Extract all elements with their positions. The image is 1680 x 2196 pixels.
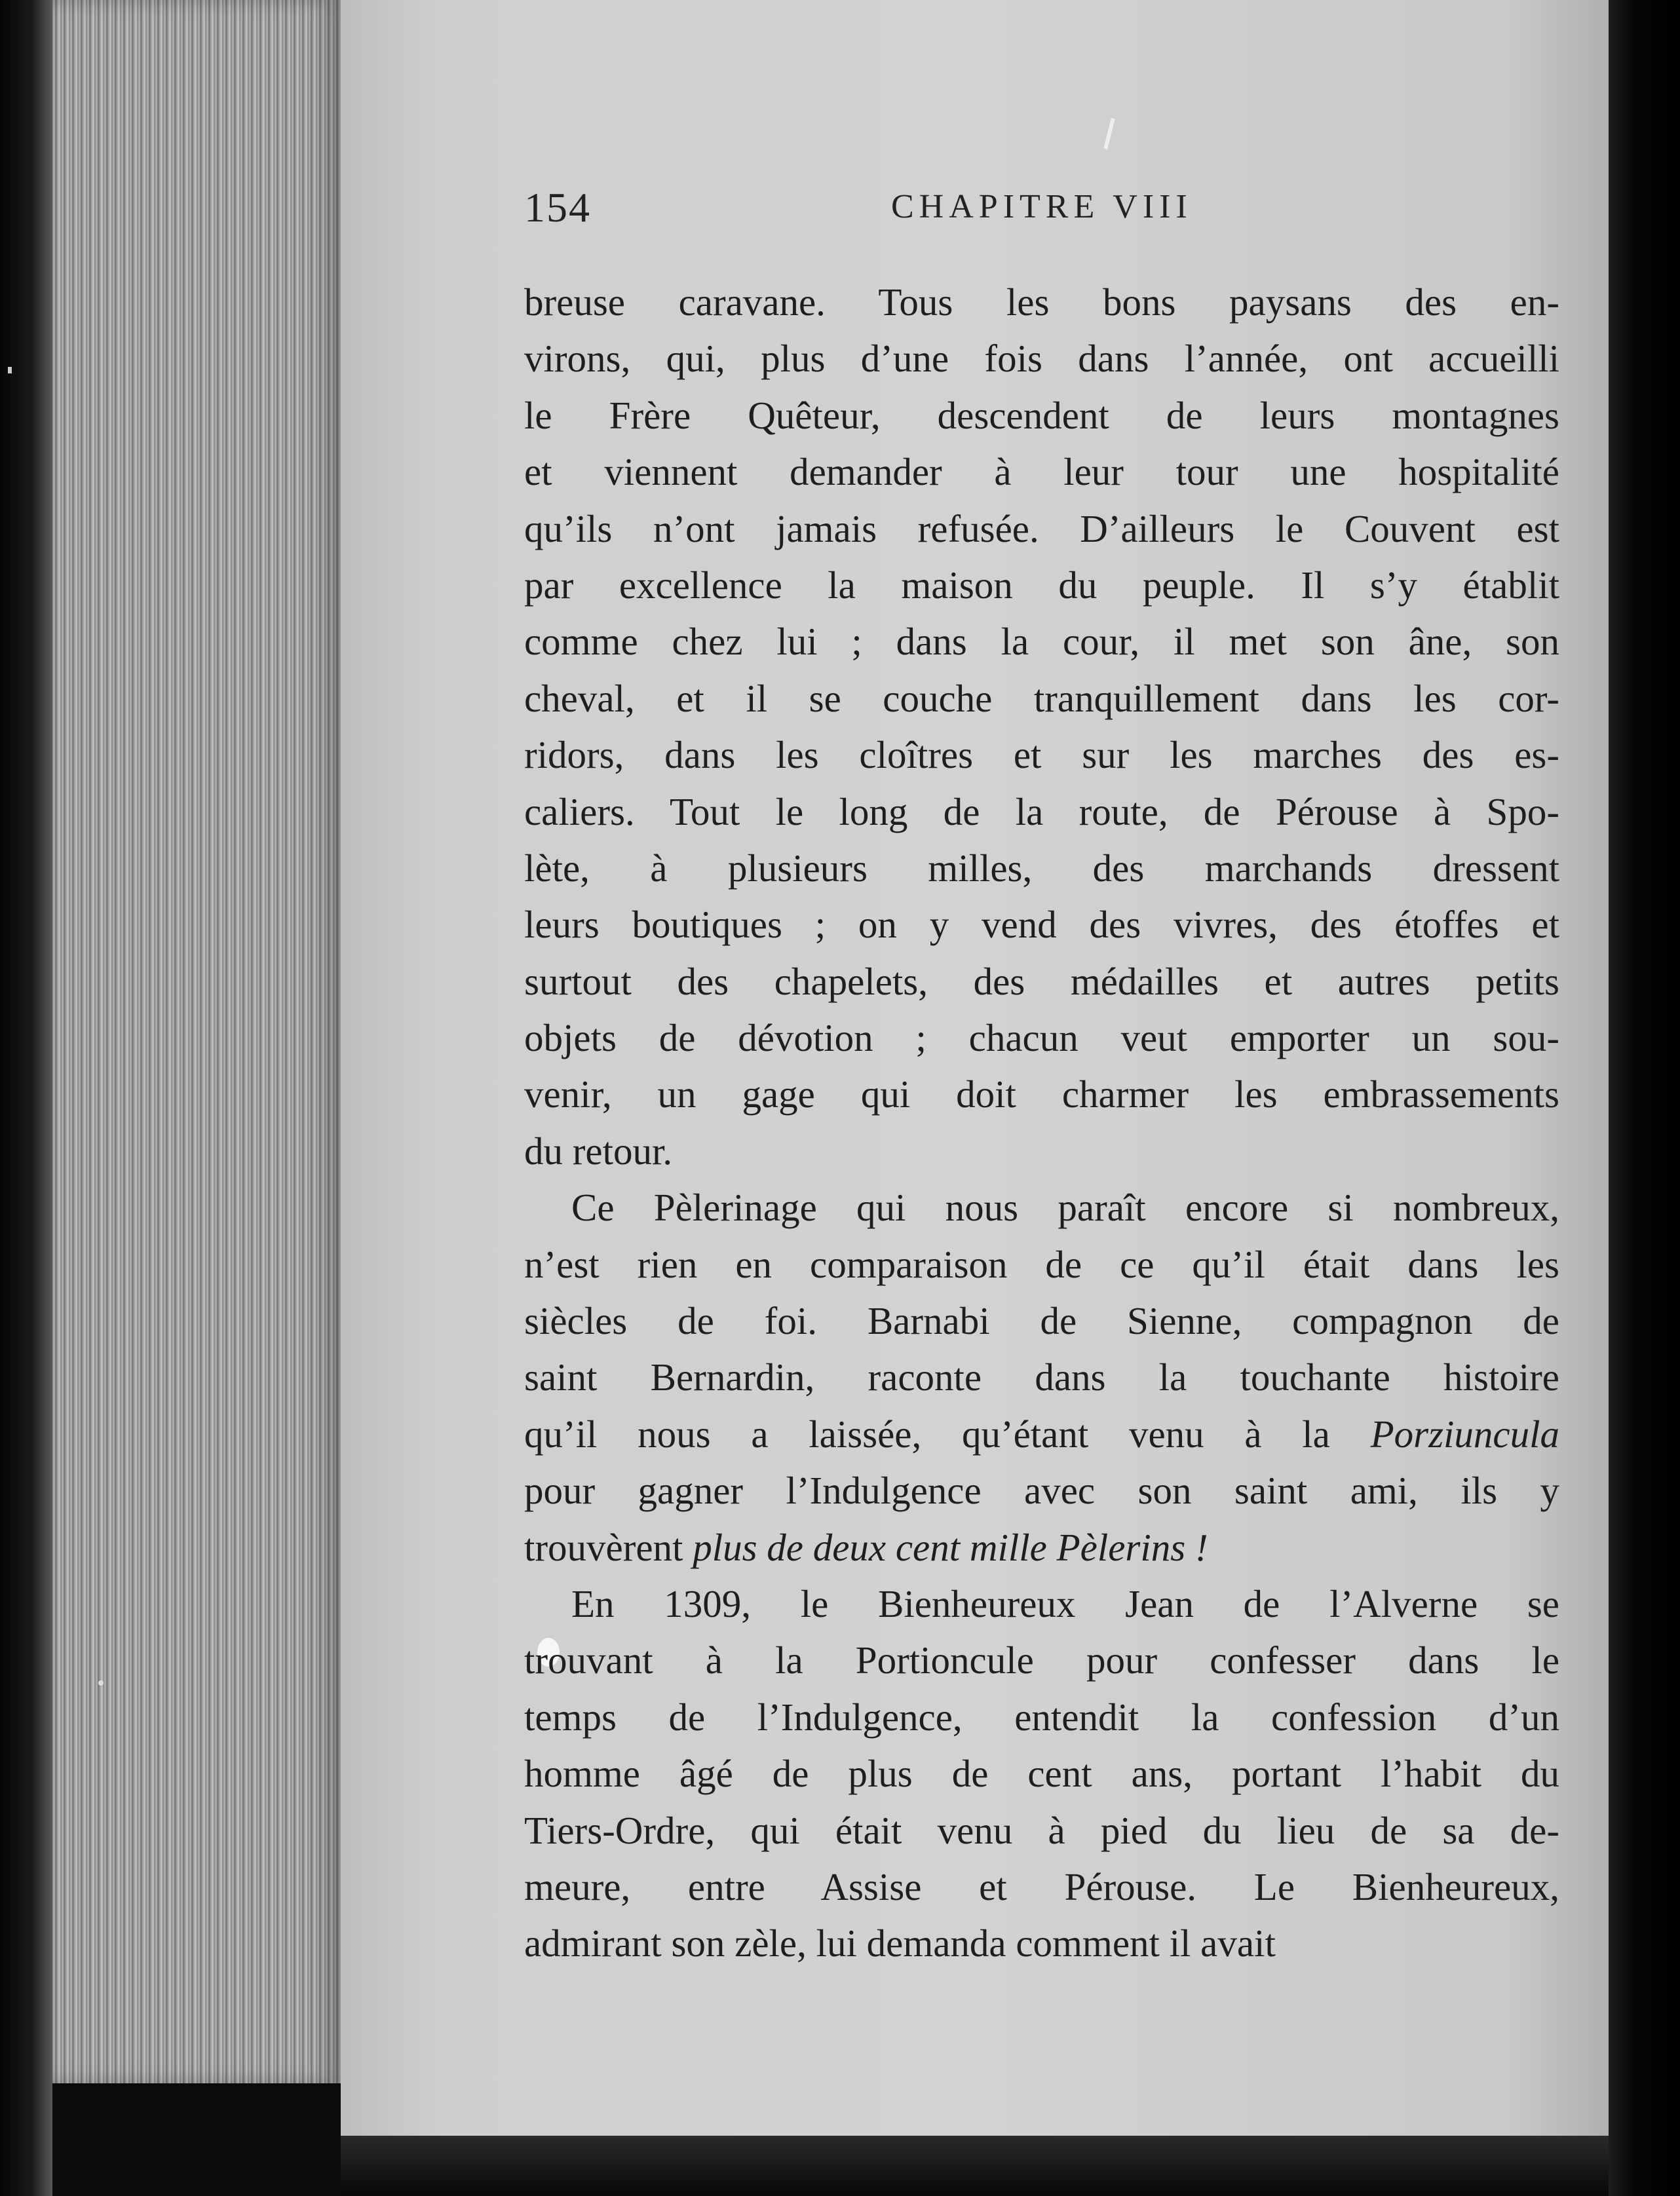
page-edges	[52, 0, 341, 2083]
line-text: trouvèrent	[524, 1525, 683, 1569]
text-line	[524, 1859, 1559, 1915]
line-text: comme chez lui ; dans la cour, il met son âne, son	[524, 620, 1559, 664]
text-line	[524, 1462, 1559, 1519]
text-line	[524, 274, 1559, 330]
line-text: caliers. Tout le long de la route, de Pérouse à Spo-	[524, 789, 1559, 833]
line-text: objets de dévotion ; chacun veut emporter un sou-	[524, 1016, 1559, 1060]
line-text: qu’il nous a laissée, qu’étant venu à la	[524, 1412, 1330, 1456]
line-text: siècles de foi. Barnabi de Sienne, compagnon de	[524, 1299, 1559, 1343]
text-line	[524, 1802, 1559, 1859]
line-text: qu’ils n’ont jamais refusée. D’ailleurs le Couvent est	[524, 506, 1559, 550]
line-text: venir, un gage qui doit charmer les embrassements	[524, 1072, 1559, 1116]
text-line	[524, 1010, 1559, 1066]
line-text: Tiers-Ordre, qui était venu à pied du lieu de sa de-	[524, 1808, 1559, 1852]
line-text: saint Bernardin, raconte dans la touchante histoire	[524, 1355, 1559, 1399]
text-line	[524, 613, 1559, 670]
line-text: lète, à plusieurs milles, des marchands dressent	[524, 846, 1559, 890]
text-line	[524, 784, 1559, 840]
text-line	[524, 501, 1559, 557]
line-text: ridors, dans les cloîtres et sur les marches des es-	[524, 733, 1559, 777]
text-line	[524, 1293, 1559, 1349]
line-text: homme âgé de plus de cent ans, portant l’habit du	[524, 1752, 1559, 1796]
text-line	[524, 1179, 1559, 1236]
scan-speck	[98, 1680, 104, 1686]
bottom-shadow	[341, 2136, 1609, 2196]
running-head	[524, 183, 1206, 242]
scan-speck	[8, 367, 12, 373]
line-text: pour gagner l’Indulgence avec son saint ami, ils y	[524, 1469, 1559, 1513]
text-line	[524, 1745, 1559, 1802]
line-text: du retour.	[524, 1129, 673, 1173]
line-text: et viennent demander à leur tour une hospitalité	[524, 450, 1559, 494]
text-line	[524, 953, 1559, 1010]
text-line	[524, 1576, 1559, 1632]
italic-text: plus de deux cent mille Pèlerins !	[693, 1525, 1208, 1569]
line-text: par excellence la maison du peuple. Il s’y établit	[524, 563, 1559, 607]
line-text: leurs boutiques ; on y vend des vivres, des étoffes et	[524, 903, 1559, 947]
book-spine-shadow	[0, 0, 52, 2196]
text-line	[524, 727, 1559, 783]
text-line	[524, 1519, 1559, 1576]
line-text: trouvant à la Portioncule pour confesser dans le	[524, 1638, 1559, 1682]
text-line	[524, 896, 1559, 953]
paragraph	[524, 1576, 1559, 1972]
line-text: meure, entre Assise et Pérouse. Le Bienheureux,	[524, 1865, 1559, 1908]
page-number: 154	[524, 184, 591, 231]
binding-shadow	[1609, 0, 1680, 2196]
text-line	[524, 1632, 1559, 1688]
italic-text: Porziuncula	[1370, 1412, 1560, 1456]
text-line	[524, 1123, 1559, 1179]
line-text: breuse caravane. Tous les bons paysans des en-	[524, 280, 1559, 324]
body-text	[524, 274, 1559, 1972]
text-line	[524, 670, 1559, 727]
paragraph	[524, 1179, 1559, 1576]
text-line	[524, 840, 1559, 896]
line-text: surtout des chapelets, des médailles et autres petits	[524, 959, 1559, 1003]
text-line	[524, 330, 1559, 387]
line-text: virons, qui, plus d’une fois dans l’année, ont accueilli	[524, 337, 1559, 381]
line-text: le Frère Quêteur, descendent de leurs montagnes	[524, 393, 1559, 437]
text-line	[524, 1236, 1559, 1293]
line-text: n’est rien en comparaison de ce qu’il était dans les	[524, 1242, 1559, 1286]
line-text: admirant son zèle, lui demanda comment il avait	[524, 1922, 1276, 1965]
line-text: Ce Pèlerinage qui nous paraît encore si nombreux,	[571, 1186, 1559, 1230]
text-line	[524, 1349, 1559, 1405]
text-line	[524, 444, 1559, 500]
line-text: temps de l’Indulgence, entendit la confession d’un	[524, 1695, 1559, 1739]
line-text: En 1309, le Bienheureux Jean de l’Alverne se	[571, 1581, 1559, 1625]
text-line	[524, 557, 1559, 613]
text-line	[524, 1689, 1559, 1745]
text-line	[524, 1066, 1559, 1122]
text-line	[524, 1915, 1559, 1971]
paragraph	[524, 274, 1559, 1179]
chapter-title: CHAPITRE VIII	[891, 188, 1193, 225]
text-line	[524, 1406, 1559, 1462]
line-text: cheval, et il se couche tranquillement dans les cor-	[524, 676, 1559, 720]
text-line	[524, 387, 1559, 444]
